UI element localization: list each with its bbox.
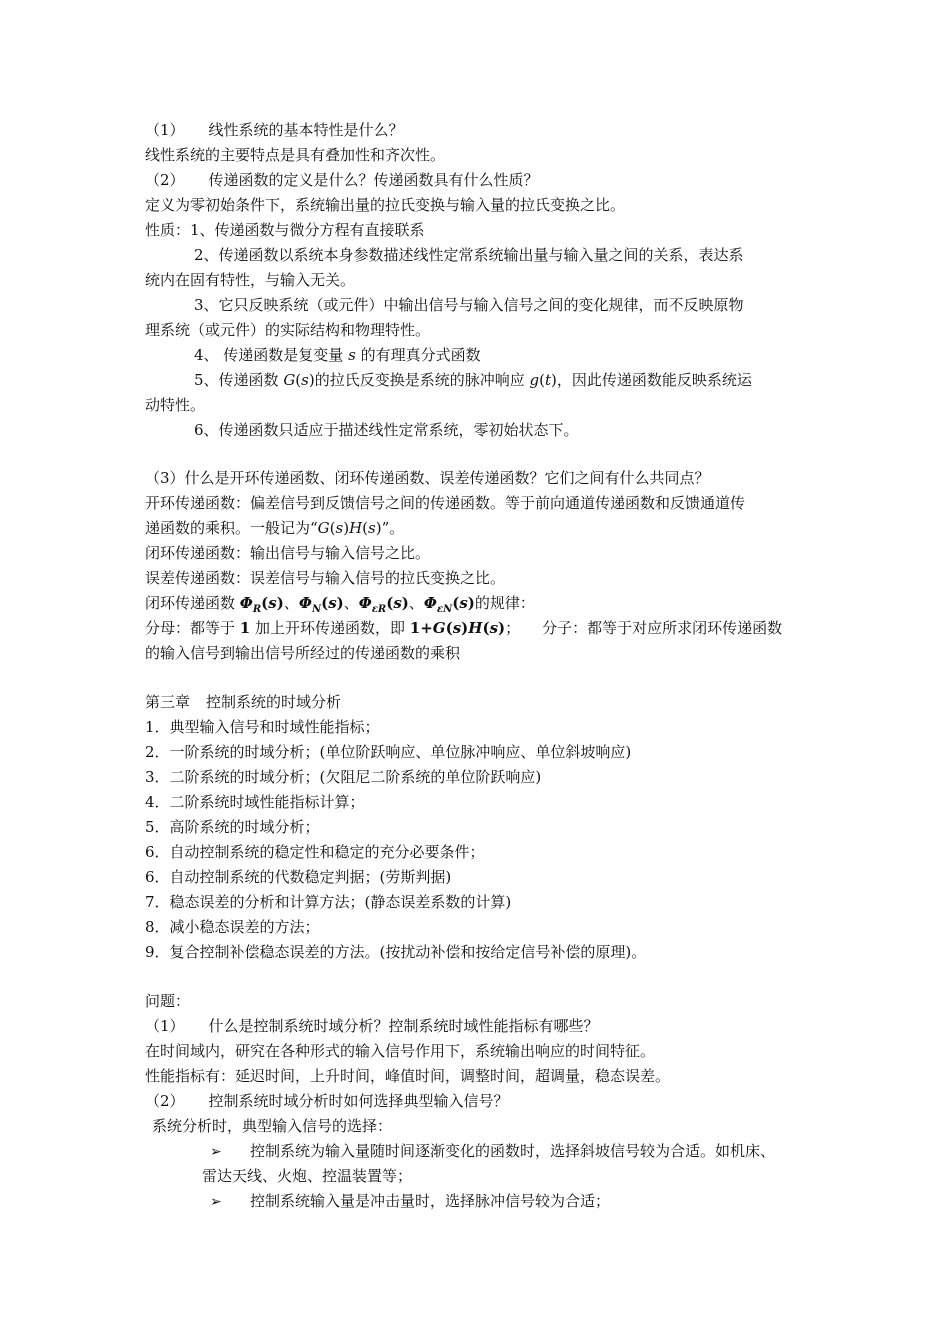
- arrow-bullet-icon: ➢: [210, 1144, 222, 1160]
- property-1: 性质：1、传递函数与微分方程有直接联系: [145, 221, 425, 239]
- question-3-title: （3）什么是开环传递函数、闭环传递函数、误差传递函数？它们之间有什么共同点？: [145, 469, 710, 487]
- bullet-item-1-line-1: ➢ 控制系统为输入量随时间逐渐变化的函数时，选择斜坡信号较为合适。如机床、: [210, 1139, 810, 1165]
- chapter-question-1-answer-1: 在时间域内，研究在各种形式的输入信号作用下，系统输出响应的时间特征。: [145, 1042, 656, 1060]
- list-item: 2．一阶系统的时域分析；(单位阶跃响应、单位脉冲响应、单位斜坡响应): [145, 743, 632, 761]
- property-5-line-2: 动特性。: [145, 396, 206, 414]
- chapter-question-1-answer-2: 性能指标有：延迟时间，上升时间，峰值时间，调整时间，超调量，稳态误差。: [145, 1067, 671, 1085]
- bullet-item-2: ➢ 控制系统输入量是冲击量时，选择脉冲信号较为合适；: [210, 1189, 810, 1215]
- list-item: 6．自动控制系统的代数稳定判据；(劳斯判据): [145, 868, 452, 886]
- list-item: 3．二阶系统的时域分析；(欠阻尼二阶系统的单位阶跃响应): [145, 768, 542, 786]
- error-tf-definition: 误差传递函数：误差信号与输入信号的拉氏变换之比。: [145, 569, 506, 587]
- chapter-question-2-title: （2） 控制系统时域分析时如何选择典型输入信号？: [145, 1092, 509, 1110]
- arrow-bullet-icon: ➢: [210, 1194, 222, 1210]
- numerator-rule-line-2: 的输入信号到输出信号所经过的传递函数的乘积: [145, 644, 461, 662]
- chapter-question-2-intro: 系统分析时，典型输入信号的选择：: [152, 1117, 393, 1135]
- question-1-answer: 线性系统的主要特点是具有叠加性和齐次性。: [145, 146, 446, 164]
- property-2-line-1: 2、传递函数以系统本身参数描述线性定常系统输出量与输入量之间的关系，表达系: [194, 246, 744, 264]
- list-item: 9．复合控制补偿稳态误差的方法。(按扰动补偿和按给定信号补偿的原理)。: [145, 943, 647, 961]
- chapter-heading: 第三章 控制系统的时域分析: [145, 693, 342, 711]
- list-item: 6．自动控制系统的稳定性和稳定的充分必要条件；: [145, 843, 485, 861]
- questions-label: 问题：: [145, 992, 191, 1010]
- question-2-definition: 定义为零初始条件下，系统输出量的拉氏变换与输入量的拉氏变换之比。: [145, 196, 626, 214]
- closed-loop-rule: 闭环传递函数 $\Phi_R(s)$、$\Phi_N(s)$、$\Phi_{\varepsilon R}(s)$、$\Phi_{\varepsilon N}(s)$的规律：: [145, 594, 535, 615]
- denominator-rule: 分母：都等于 1 加上开环传递函数，即 1+G(s)H(s)； 分子：都等于对应所求闭环传递函数: [145, 619, 783, 637]
- property-3-line-1: 3、它只反映系统（或元件）中输出信号与输入信号之间的变化规律，而不反映原物: [194, 296, 744, 314]
- open-loop-definition-line-1: 开环传递函数：偏差信号到反馈信号之间的传递函数。等于前向通道传递函数和反馈通道传: [145, 494, 746, 512]
- list-item: 5．高阶系统的时域分析；: [145, 818, 320, 836]
- list-item: 4．二阶系统时域性能指标计算；: [145, 793, 365, 811]
- closed-loop-definition: 闭环传递函数：输出信号与输入信号之比。: [145, 544, 431, 562]
- property-4: 4、 传递函数是复变量 s 的有理真分式函数: [194, 346, 481, 364]
- chapter-question-1-title: （1） 什么是控制系统时域分析？控制系统时域性能指标有哪些？: [145, 1017, 599, 1035]
- property-2-line-2: 统内在固有特性，与输入无关。: [145, 271, 356, 289]
- open-loop-definition-line-2: 递函数的乘积。一般记为“G(s)H(s)”。: [145, 519, 405, 537]
- question-1-title: （1） 线性系统的基本特性是什么？: [145, 121, 404, 139]
- bullet-item-1-line-2: 雷达天线、火炮、控温装置等；: [202, 1167, 413, 1185]
- property-5-line-1: 5、传递函数 G(s)的拉氏反变换是系统的脉冲响应 g(t)，因此传递函数能反映系统运: [194, 371, 752, 389]
- property-3-line-2: 理系统（或元件）的实际结构和物理特性。: [145, 321, 431, 339]
- question-2-title: （2） 传递函数的定义是什么？传递函数具有什么性质？: [145, 171, 539, 189]
- list-item: 1．典型输入信号和时域性能指标；: [145, 718, 380, 736]
- property-6: 6、传递函数只适应于描述线性定常系统，零初始状态下。: [194, 421, 579, 439]
- list-item: 7．稳态误差的分析和计算方法；(静态误差系数的计算): [145, 893, 512, 911]
- list-item: 8．减小稳态误差的方法；: [145, 918, 320, 936]
